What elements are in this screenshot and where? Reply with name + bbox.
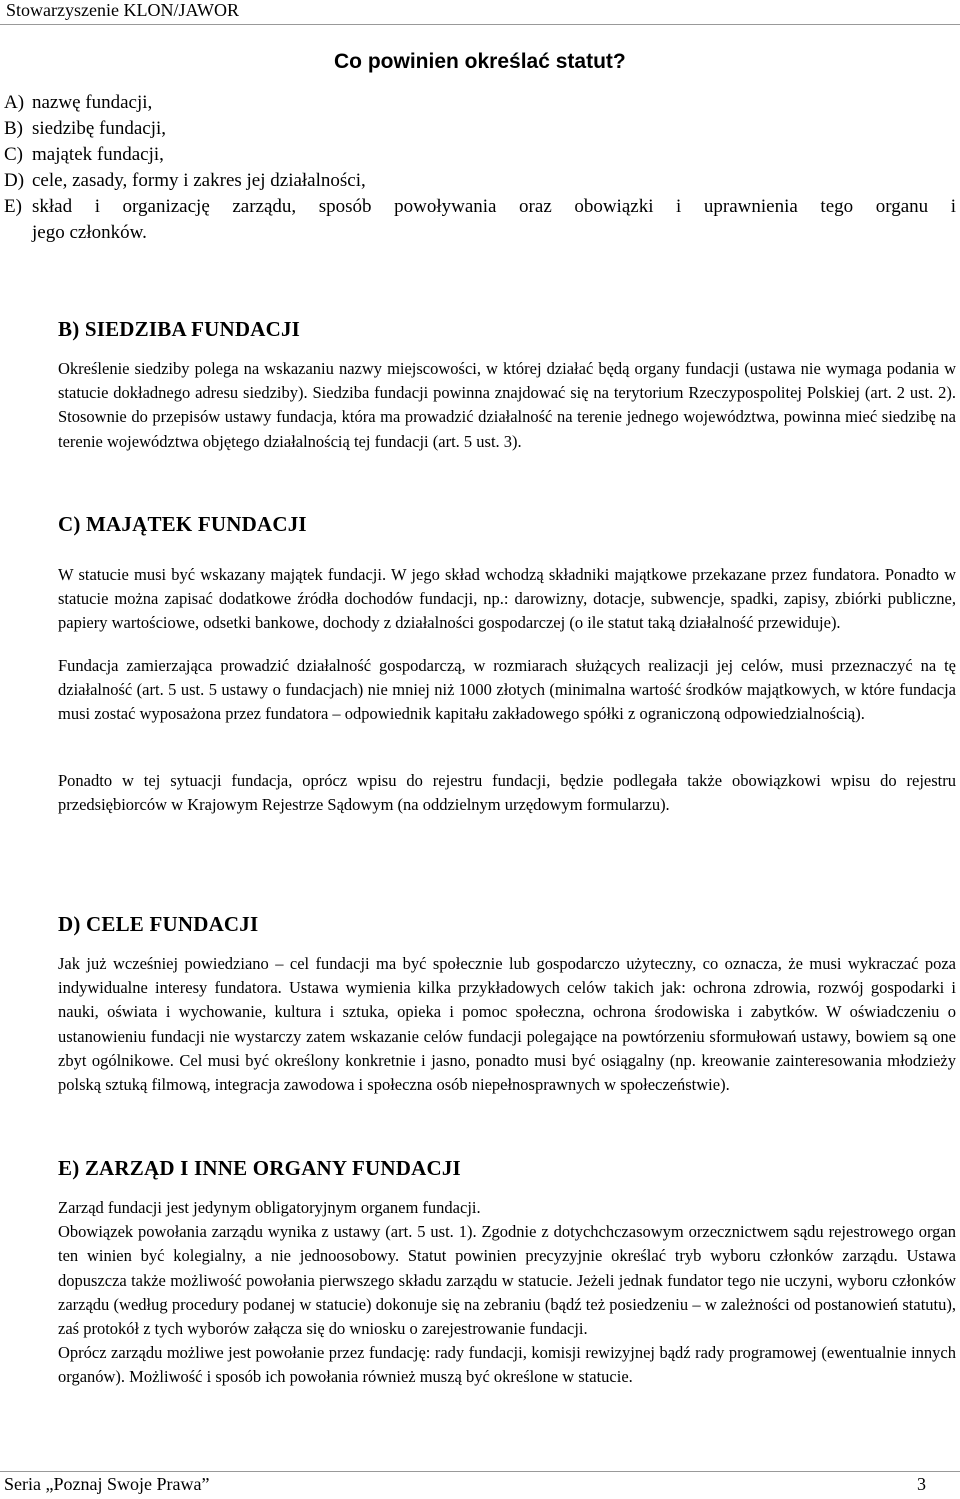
list-item xyxy=(4,194,956,220)
section-majatek xyxy=(58,512,956,818)
list-item-continuation: jego członków. xyxy=(32,222,147,243)
section-paragraph: Określenie siedziby polega na wskazaniu nazwy miejscowości, w której działać będą organy fundacji (ustawa nie wymaga podania w statucie dokładnego adresu siedziby). Siedziba fundacji powinna znajdować się na terytorium Rzeczypospolitej Polskiej (art. 2 ust. 2). Stosownie do przepisów ustawy fundacja, która ma prowadzić działalność na terenie jednego województwa, powinna mieć siedzibę na terenie województwa objętego działalnością tej fundacji (art. 5 ust. 3). xyxy=(58,359,956,451)
list-item-text: cele, zasady, formy i zakres jej działalności, xyxy=(32,170,366,191)
section-paragraph: Oprócz zarządu możliwe jest powołanie przez fundację: rady fundacji, komisji rewizyjnej bądź rady programowej (ewentualnie innych organów). Możliwość i sposób ich powołania również muszą być określone w statucie. xyxy=(58,1343,956,1387)
page-title: Co powinien określać statut? xyxy=(334,50,626,73)
header-divider xyxy=(0,24,960,25)
section-cele xyxy=(58,912,956,1097)
footer-series: Seria „Poznaj Swoje Prawa” xyxy=(4,1474,210,1494)
list-item-text: skład i organizację zarządu, sposób powoływania oraz obowiązki i uprawnienia tego organu i xyxy=(32,196,956,217)
list-item-text: nazwę fundacji, xyxy=(32,92,153,113)
list-marker: D) xyxy=(4,170,25,191)
section-paragraph: Jak już wcześniej powiedziano – cel fundacji ma być społecznie lub gospodarczo użyteczny, co oznacza, że musi wykraczać poza indywidualne interesy fundatora. Ustawa wymienia kilka przykładowych celów takich jak: ochrona zdrowia, rozwój gospodarki i nauki, oświata i wychowanie, kultura i sztuka, opieka i pomoc społeczna, ochrona środowiska i zabytków. W oświadczeniu o ustanowieniu fundacji nie wystarczy zatem wskazanie celów fundacji polegające na powtórzeniu sformułowań ustawy, bowiem są one zbyt ogólnikowe. Cel musi być określony konkretnie i jasno, ponadto musi być osiągalny (np. kreowanie zainteresowania młodzieży polską sztuką filmową, integracja zawodowa i społeczna osób niepełnosprawnych w społeczeństwie). xyxy=(58,954,956,1095)
list-item-text: siedzibę fundacji, xyxy=(32,118,167,139)
statute-contents-list xyxy=(4,90,956,246)
section-zarzad xyxy=(58,1156,956,1390)
section-paragraph: Zarząd fundacji jest jedynym obligatoryjnym organem fundacji. xyxy=(58,1198,481,1217)
list-item xyxy=(4,90,956,116)
list-marker: B) xyxy=(4,118,23,139)
section-paragraph: Ponadto w tej sytuacji fundacja, oprócz wpisu do rejestru fundacji, będzie podlegała także obowiązkowi wpisu do rejestru przedsiębiorców w Krajowym Rejestrze Sądowym (na oddzielnym urzędowym formularzu). xyxy=(58,771,956,815)
section-paragraph: W statucie musi być wskazany majątek fundacji. W jego skład wchodzą składniki majątkowe przekazane przez fundatora. Ponadto w statucie można zapisać dodatkowe źródła dochodów fundacji, np.: darowizny, dotacje, subwencje, spadki, zapisy, zbiórki publiczne, papiery wartościowe, odsetki bankowe, dochody z działalności gospodarczej (o ile statut taką działalność przewiduje). xyxy=(58,565,956,633)
list-marker: A) xyxy=(4,92,25,113)
list-item-text: majątek fundacji, xyxy=(32,144,164,165)
section-heading: D) CELE FUNDACJI xyxy=(58,912,259,936)
section-heading: C) MAJĄTEK FUNDACJI xyxy=(58,512,307,536)
list-marker: E) xyxy=(4,196,22,217)
list-item xyxy=(4,116,956,142)
section-paragraph: Obowiązek powołania zarządu wynika z ustawy (art. 5 ust. 1). Zgodnie z dotychchczasowym orzecznictwem sądu rejestrowego organ ten winien być kolegialny, a nie jednoosobowy. Statut powinien precyzyjnie określać tryb wyboru członków zarządu. Ustawa dopuszcza także możliwość powołania pierwszego składu zarządu w statucie. Jeżeli jednak fundator tego nie uczyni, wyboru członków zarządu (według procedury podanej w statucie) dokonuje się na zebraniu (bądź też posiedzeniu – w zależności od postanowień statutu), zaś protokół z tych wyborów załącza się do wniosku o zarejestrowanie fundacji. xyxy=(58,1222,956,1339)
section-paragraph: Fundacja zamierzająca prowadzić działalność gospodarczą, w rozmiarach służących realizacji jej celów, musi przeznaczyć na tę działalność (art. 5 ust. 5 ustawy o fundacjach) nie mniej niż 1000 złotych (minimalna wartość środków majątkowych, w które fundacja musi zostać wyposażona przez fundatora – odpowiednik kapitału zakładowego spółki z ograniczoną odpowiedzialnością). xyxy=(58,655,956,724)
header-organization: Stowarzyszenie KLON/JAWOR xyxy=(6,0,240,20)
list-marker: C) xyxy=(4,144,23,165)
section-heading: E) ZARZĄD I INNE ORGANY FUNDACJI xyxy=(58,1156,461,1180)
footer-divider xyxy=(0,1471,960,1472)
list-item xyxy=(4,142,956,168)
list-item xyxy=(4,168,956,194)
page-number: 3 xyxy=(917,1474,926,1494)
section-siedziba xyxy=(58,317,956,454)
section-heading: B) SIEDZIBA FUNDACJI xyxy=(58,317,301,341)
